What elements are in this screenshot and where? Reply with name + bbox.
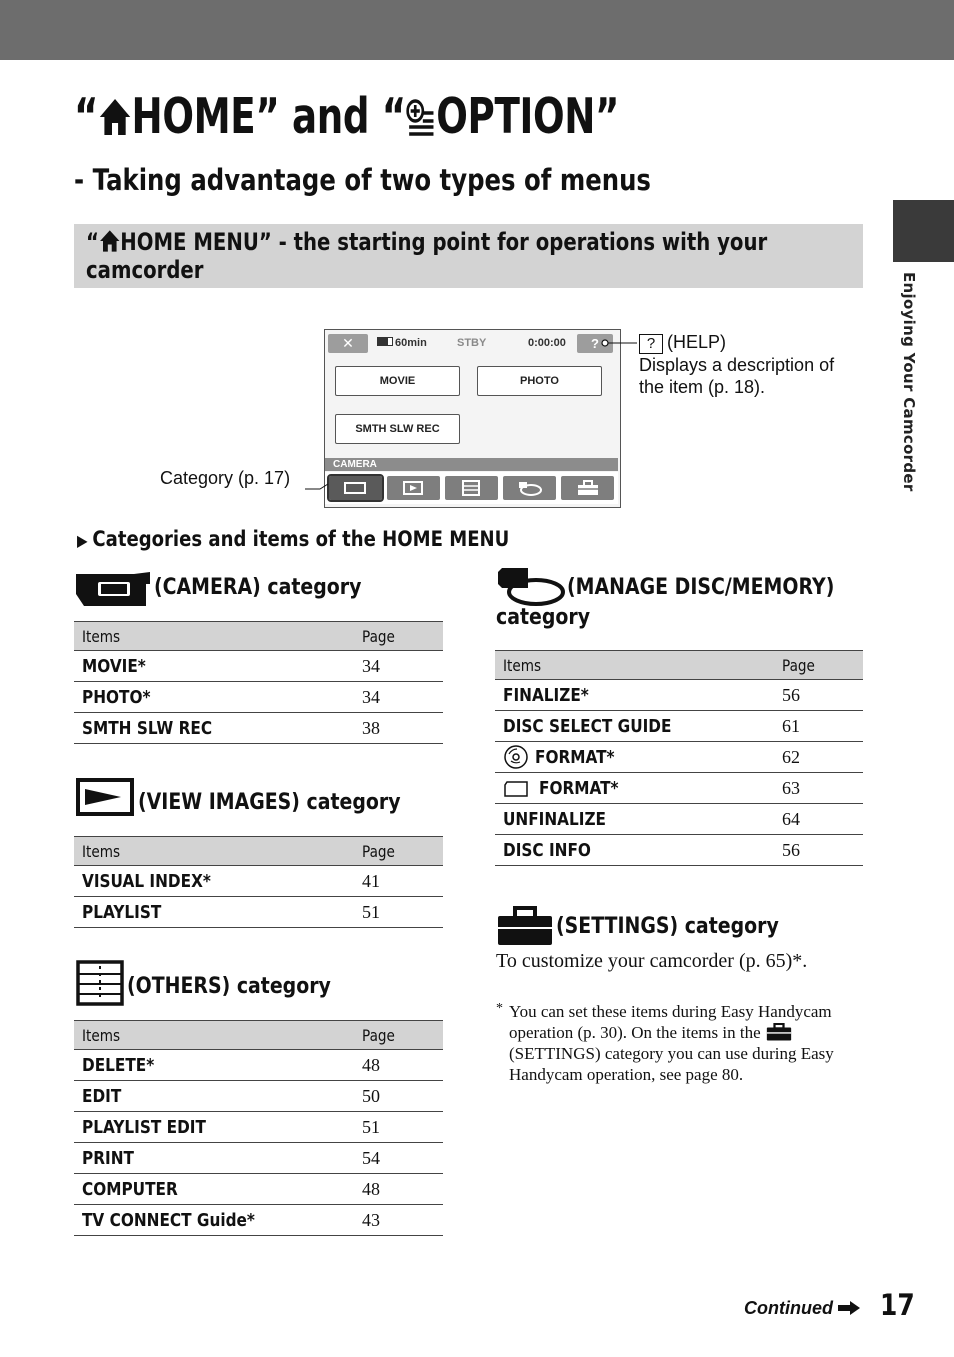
item-name: PHOTO* bbox=[82, 686, 151, 708]
camera-category-icon bbox=[76, 572, 152, 606]
footnote-mark: * bbox=[496, 1001, 503, 1016]
table-row bbox=[74, 713, 443, 744]
item-name: DISC SELECT GUIDE bbox=[503, 715, 672, 737]
item-name: FORMAT* bbox=[539, 777, 619, 799]
settings-category-icon bbox=[497, 906, 553, 946]
item-page: 51 bbox=[354, 1112, 443, 1143]
section-tab bbox=[893, 200, 954, 262]
help-callout: ? (HELP) Displays a description of the item (p. 18). bbox=[639, 332, 835, 397]
memory-card-icon bbox=[503, 780, 529, 798]
page-col-header: Page bbox=[362, 841, 395, 861]
top-bar bbox=[0, 0, 954, 60]
item-page: 48 bbox=[354, 1050, 443, 1081]
table-row bbox=[74, 1050, 443, 1081]
callout-lines bbox=[300, 338, 645, 498]
others-category-icon bbox=[76, 960, 124, 1006]
settings-description: To customize your camcorder (p. 65)*. bbox=[496, 950, 808, 972]
item-page: 63 bbox=[774, 773, 863, 804]
home-menu-heading: “ HOME MENU” - the starting point for operations with your camcorder bbox=[86, 228, 768, 284]
item-name: UNFINALIZE bbox=[503, 808, 607, 830]
item-page: 34 bbox=[354, 651, 443, 682]
item-name: SMTH SLW REC bbox=[82, 717, 213, 739]
category-callout: Category (p. 17) bbox=[160, 468, 291, 488]
item-name: DISC INFO bbox=[503, 839, 591, 861]
item-name: DELETE* bbox=[82, 1054, 155, 1076]
items-col-header: Items bbox=[503, 655, 542, 675]
table-row bbox=[74, 1143, 443, 1174]
battery-indicator: 60min bbox=[377, 337, 427, 349]
table-row bbox=[495, 711, 863, 742]
home-icon bbox=[99, 229, 120, 253]
item-page: 50 bbox=[354, 1081, 443, 1112]
help-description: Displays a description of the item (p. 18). bbox=[639, 355, 835, 397]
view-images-category-heading: (VIEW IMAGES) category bbox=[138, 790, 401, 815]
table-header bbox=[74, 622, 443, 651]
footnote-text-b: (SETTINGS) category you can use during Easy Handycam operation, see page 80. bbox=[509, 1044, 834, 1084]
table-row bbox=[495, 835, 863, 866]
settings-icon bbox=[765, 1023, 793, 1041]
status-text: STBY bbox=[457, 337, 487, 349]
item-name: MOVIE* bbox=[82, 655, 146, 677]
camera-category-heading: (CAMERA) category bbox=[154, 575, 362, 600]
manage-disc-category-icon bbox=[498, 566, 566, 608]
items-col-header: Items bbox=[82, 1025, 121, 1045]
manage-disc-category-heading-line2: category bbox=[496, 605, 591, 630]
item-page: 61 bbox=[774, 711, 863, 742]
table-row bbox=[495, 680, 863, 711]
table-row bbox=[74, 1174, 443, 1205]
table-header bbox=[495, 651, 863, 680]
footnote bbox=[496, 1001, 866, 1085]
item-name: COMPUTER bbox=[82, 1178, 178, 1200]
home-icon bbox=[98, 97, 131, 137]
manage-disc-category-heading: (MANAGE DISC/MEMORY) bbox=[567, 575, 835, 600]
item-page: 56 bbox=[774, 680, 863, 711]
table-row bbox=[495, 804, 863, 835]
item-page: 64 bbox=[774, 804, 863, 835]
item-name: FINALIZE* bbox=[503, 684, 589, 706]
page-number: 17 bbox=[880, 1288, 915, 1322]
item-name: VISUAL INDEX* bbox=[82, 870, 211, 892]
item-page: 48 bbox=[354, 1174, 443, 1205]
item-name: PLAYLIST bbox=[82, 901, 162, 923]
categories-heading: ▶ Categories and items of the HOME MENU bbox=[77, 527, 510, 551]
close-button[interactable]: ✕ bbox=[328, 334, 368, 353]
view-images-items-table bbox=[74, 836, 443, 928]
item-page: 43 bbox=[354, 1205, 443, 1236]
help-icon: ? bbox=[639, 334, 663, 354]
camera-items-table bbox=[74, 621, 443, 744]
others-category-heading: (OTHERS) category bbox=[127, 974, 331, 999]
item-name: FORMAT* bbox=[535, 747, 615, 768]
others-items-table bbox=[74, 1020, 443, 1236]
time-counter: 0:00:00 bbox=[528, 337, 566, 349]
settings-category-heading: (SETTINGS) category bbox=[556, 914, 779, 939]
footnote-text-a: You can set these items during Easy Handycam operation (p. 30). On the items in the bbox=[509, 1002, 832, 1042]
category-label: CAMERA bbox=[325, 458, 618, 471]
item-page: 34 bbox=[354, 682, 443, 713]
table-row bbox=[74, 1205, 443, 1236]
table-row bbox=[495, 742, 863, 773]
triangle-bullet-icon: ▶ bbox=[77, 531, 93, 550]
page-title: “ HOME” and “ OPTION” bbox=[74, 88, 620, 145]
help-button[interactable]: ? bbox=[577, 334, 613, 353]
table-header bbox=[74, 1021, 443, 1050]
item-page: 41 bbox=[354, 866, 443, 897]
table-row bbox=[495, 773, 863, 804]
table-row bbox=[74, 682, 443, 713]
option-icon bbox=[406, 97, 436, 137]
item-name: EDIT bbox=[82, 1085, 122, 1107]
photo-button[interactable]: PHOTO bbox=[477, 366, 602, 396]
table-row bbox=[74, 651, 443, 682]
item-page: 62 bbox=[774, 742, 863, 773]
section-tab-label: Enjoying Your Camcorder bbox=[900, 272, 918, 492]
manage-disc-items-table bbox=[495, 650, 863, 866]
table-row bbox=[74, 866, 443, 897]
disc-icon bbox=[503, 744, 529, 770]
continued-label: Continued bbox=[744, 1298, 860, 1319]
table-row bbox=[74, 897, 443, 928]
items-col-header: Items bbox=[82, 626, 121, 646]
item-page: 56 bbox=[774, 835, 863, 866]
arrow-right-icon bbox=[838, 1301, 860, 1315]
table-row bbox=[74, 1112, 443, 1143]
table-header bbox=[74, 837, 443, 866]
item-name: TV CONNECT Guide* bbox=[82, 1209, 255, 1231]
page-col-header: Page bbox=[782, 655, 815, 675]
item-page: 54 bbox=[354, 1143, 443, 1174]
page-col-header: Page bbox=[362, 1025, 395, 1045]
items-col-header: Items bbox=[82, 841, 121, 861]
smth-slw-rec-button[interactable]: SMTH SLW REC bbox=[335, 414, 460, 444]
page-col-header: Page bbox=[362, 626, 395, 646]
item-name: PLAYLIST EDIT bbox=[82, 1116, 206, 1138]
item-page: 38 bbox=[354, 713, 443, 744]
movie-button[interactable]: MOVIE bbox=[335, 366, 460, 396]
item-page: 51 bbox=[354, 897, 443, 928]
table-row bbox=[74, 1081, 443, 1112]
page-subtitle: - Taking advantage of two types of menus bbox=[74, 163, 651, 197]
item-name: PRINT bbox=[82, 1147, 134, 1169]
view-images-category-icon bbox=[76, 778, 134, 818]
